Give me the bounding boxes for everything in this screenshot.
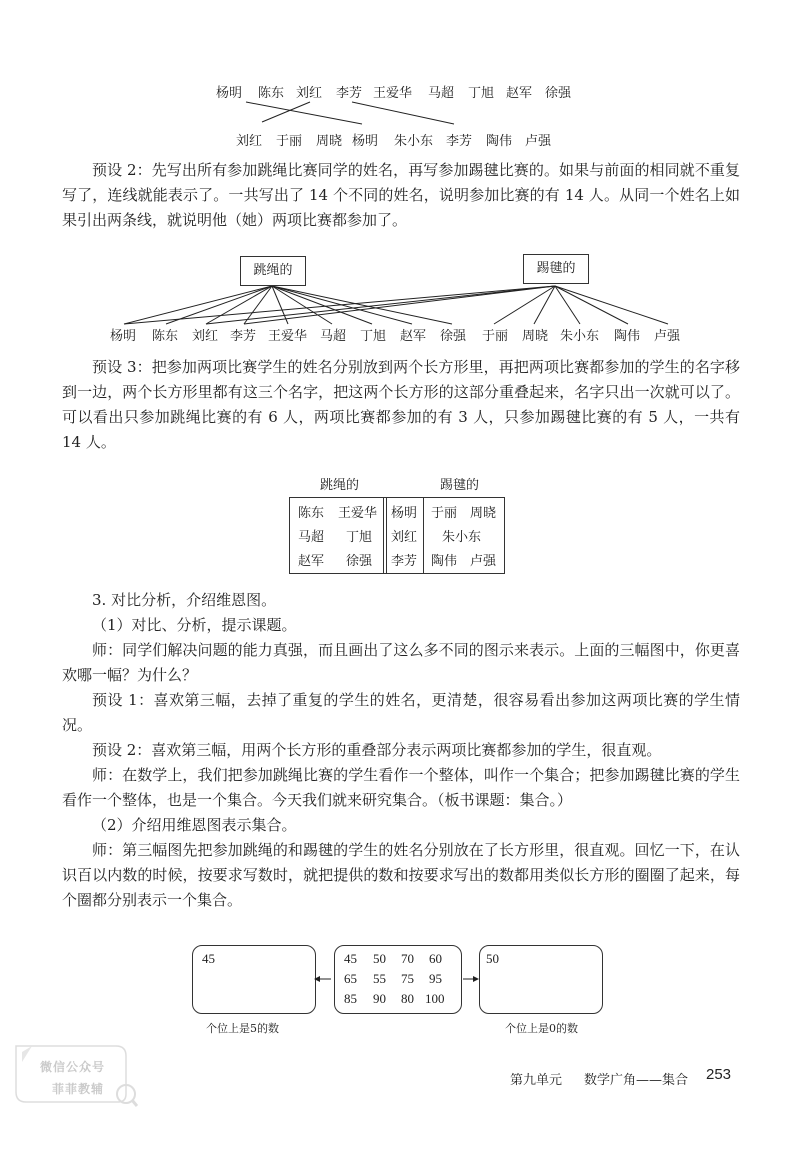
top-name: 徐强 xyxy=(545,86,572,101)
shuttlecock-box: 踢毽的 xyxy=(523,254,589,284)
footer-title: 数学广角——集合 xyxy=(584,1073,689,1088)
preset-2-paragraph: 预设 2：先写出所有参加跳绳比赛同学的姓名，再写参加踢毽比赛的。如果与前面的相同就不重复写了，连线就能表示了。一共写出了 14 个不同的姓名，说明参加比赛的有 14 人。从同一个姓名上如果引出两条线，就说明他（她）两项比赛都参加了。 xyxy=(62,161,740,229)
teacher-paragraph-3: 师：第三幅图先把参加跳绳的和踢毽的学生的姓名分别放在了长方形里，很直观。回忆一下，在认识百以内数的时候，按要求写数时，就把提供的数和按要求写出的数都用类似长方形的圈圈了起来，每个圈都分别表示一个集合。 xyxy=(62,841,740,909)
name-item: 王爱华 xyxy=(268,329,308,344)
bottom-name: 李芳 xyxy=(446,134,473,149)
figure-4-arrows xyxy=(0,960,800,1000)
number: 45 xyxy=(344,951,357,966)
number: 100 xyxy=(425,991,445,1006)
number: 85 xyxy=(344,991,357,1006)
name-item: 丁旭 xyxy=(360,329,387,344)
right-only-name: 于丽 xyxy=(431,506,458,521)
name-item: 朱小东 xyxy=(560,329,600,344)
left-only-name: 马超 xyxy=(298,530,325,545)
left-only-name: 赵军 xyxy=(298,554,325,569)
left-only-name: 王爱华 xyxy=(338,506,378,521)
name-item: 卢强 xyxy=(654,329,681,344)
top-name: 丁旭 xyxy=(468,86,495,101)
bottom-name: 杨明 xyxy=(352,134,379,149)
divider xyxy=(383,498,384,573)
bottom-name: 刘红 xyxy=(236,134,263,149)
name-item: 周晓 xyxy=(522,329,549,344)
set-right-value: 50 xyxy=(486,951,499,966)
preset-3-paragraph: 预设 3：把参加两项比赛学生的姓名分别放到两个长方形里，再把两项比赛都参加的学生的名字移到一边，两个长方形里都有这三个名字，把这两个长方形的这部分重叠起来，名字只出一次就可以了。可以看出只参加跳绳比赛的有 6 人，两项比赛都参加的有 3 人，只参加踢毽比赛的有 5 人，一共有 14 人。 xyxy=(62,358,740,451)
right-title: 踢毽的 xyxy=(440,478,480,493)
arrow-right-icon xyxy=(473,976,479,982)
right-only-name: 卢强 xyxy=(470,554,497,569)
top-name: 杨明 xyxy=(216,86,243,101)
bottom-name: 周晓 xyxy=(316,134,343,149)
page-number: 253 xyxy=(706,1066,732,1083)
set-left-value: 45 xyxy=(202,951,215,966)
name-item: 徐强 xyxy=(440,329,467,344)
number: 60 xyxy=(429,951,442,966)
bottom-name: 于丽 xyxy=(276,134,303,149)
number: 70 xyxy=(401,951,414,966)
number: 55 xyxy=(373,971,386,986)
divider xyxy=(386,498,387,573)
subsection-2: （2）介绍用维恩图表示集合。 xyxy=(92,816,297,834)
top-name: 刘红 xyxy=(296,86,323,101)
left-only-name: 陈东 xyxy=(298,506,325,521)
divider xyxy=(423,498,424,573)
name-item: 赵军 xyxy=(400,329,427,344)
overlap-frame xyxy=(289,497,505,574)
top-name: 王爱华 xyxy=(373,86,413,101)
bottom-name: 陶伟 xyxy=(486,134,513,149)
answer-paragraph-2: 预设 2：喜欢第三幅，用两个长方形的重叠部分表示两项比赛都参加的学生，很直观。 xyxy=(92,741,662,759)
watermark-line-2: 菲菲教辅 xyxy=(52,1082,105,1096)
bottom-name: 朱小东 xyxy=(394,134,434,149)
left-only-name: 徐强 xyxy=(346,554,373,569)
name-item: 杨明 xyxy=(110,329,137,344)
both-name: 杨明 xyxy=(391,506,418,521)
number: 65 xyxy=(344,971,357,986)
top-name: 陈东 xyxy=(258,86,285,101)
answer-paragraph-1: 预设 1：喜欢第三幅，去掉了重复的学生的姓名，更清楚，很容易看出参加这两项比赛的学生情况。 xyxy=(62,691,740,734)
name-item: 李芳 xyxy=(230,329,257,344)
section-heading: 3. 对比分析，介绍维恩图。 xyxy=(92,591,277,609)
number: 80 xyxy=(401,991,414,1006)
footer-unit: 第九单元 xyxy=(510,1073,563,1088)
name-item: 于丽 xyxy=(482,329,509,344)
number: 75 xyxy=(401,971,414,986)
subsection-1: （1）对比、分析，提示课题。 xyxy=(92,616,297,634)
teacher-paragraph-2: 师：在数学上，我们把参加跳绳比赛的学生看作一个整体，叫作一个集合；把参加踢毽比赛的学生看作一个整体，也是一个集合。今天我们就来研究集合。（板书课题：集合。） xyxy=(62,766,740,809)
number: 90 xyxy=(373,991,386,1006)
jump-rope-box: 跳绳的 xyxy=(240,256,306,286)
top-name: 马超 xyxy=(428,86,455,101)
top-name: 李芳 xyxy=(336,86,363,101)
left-caption: 个位上是5的数 xyxy=(206,1022,279,1035)
teacher-paragraph-1: 师：同学们解决问题的能力真强，而且画出了这么多不同的图示来表示。上面的三幅图中，你更喜欢哪一幅？为什么？ xyxy=(62,641,740,684)
right-only-name: 陶伟 xyxy=(431,554,458,569)
right-only-name: 周晓 xyxy=(470,506,497,521)
bottom-name: 卢强 xyxy=(525,134,552,149)
name-item: 陈东 xyxy=(152,329,179,344)
left-title: 跳绳的 xyxy=(320,478,360,493)
watermark-badge-icon xyxy=(8,1040,138,1110)
both-name: 刘红 xyxy=(391,530,418,545)
name-item: 刘红 xyxy=(192,329,219,344)
name-item: 陶伟 xyxy=(614,329,641,344)
arrow-left-icon xyxy=(314,976,320,982)
left-only-name: 丁旭 xyxy=(346,530,373,545)
name-item: 马超 xyxy=(320,329,347,344)
number: 50 xyxy=(373,951,386,966)
number: 95 xyxy=(429,971,442,986)
right-only-name: 朱小东 xyxy=(442,530,482,545)
watermark-line-1: 微信公众号 xyxy=(40,1060,106,1074)
both-name: 李芳 xyxy=(391,554,418,569)
top-name: 赵军 xyxy=(506,86,533,101)
right-caption: 个位上是0的数 xyxy=(505,1022,578,1035)
